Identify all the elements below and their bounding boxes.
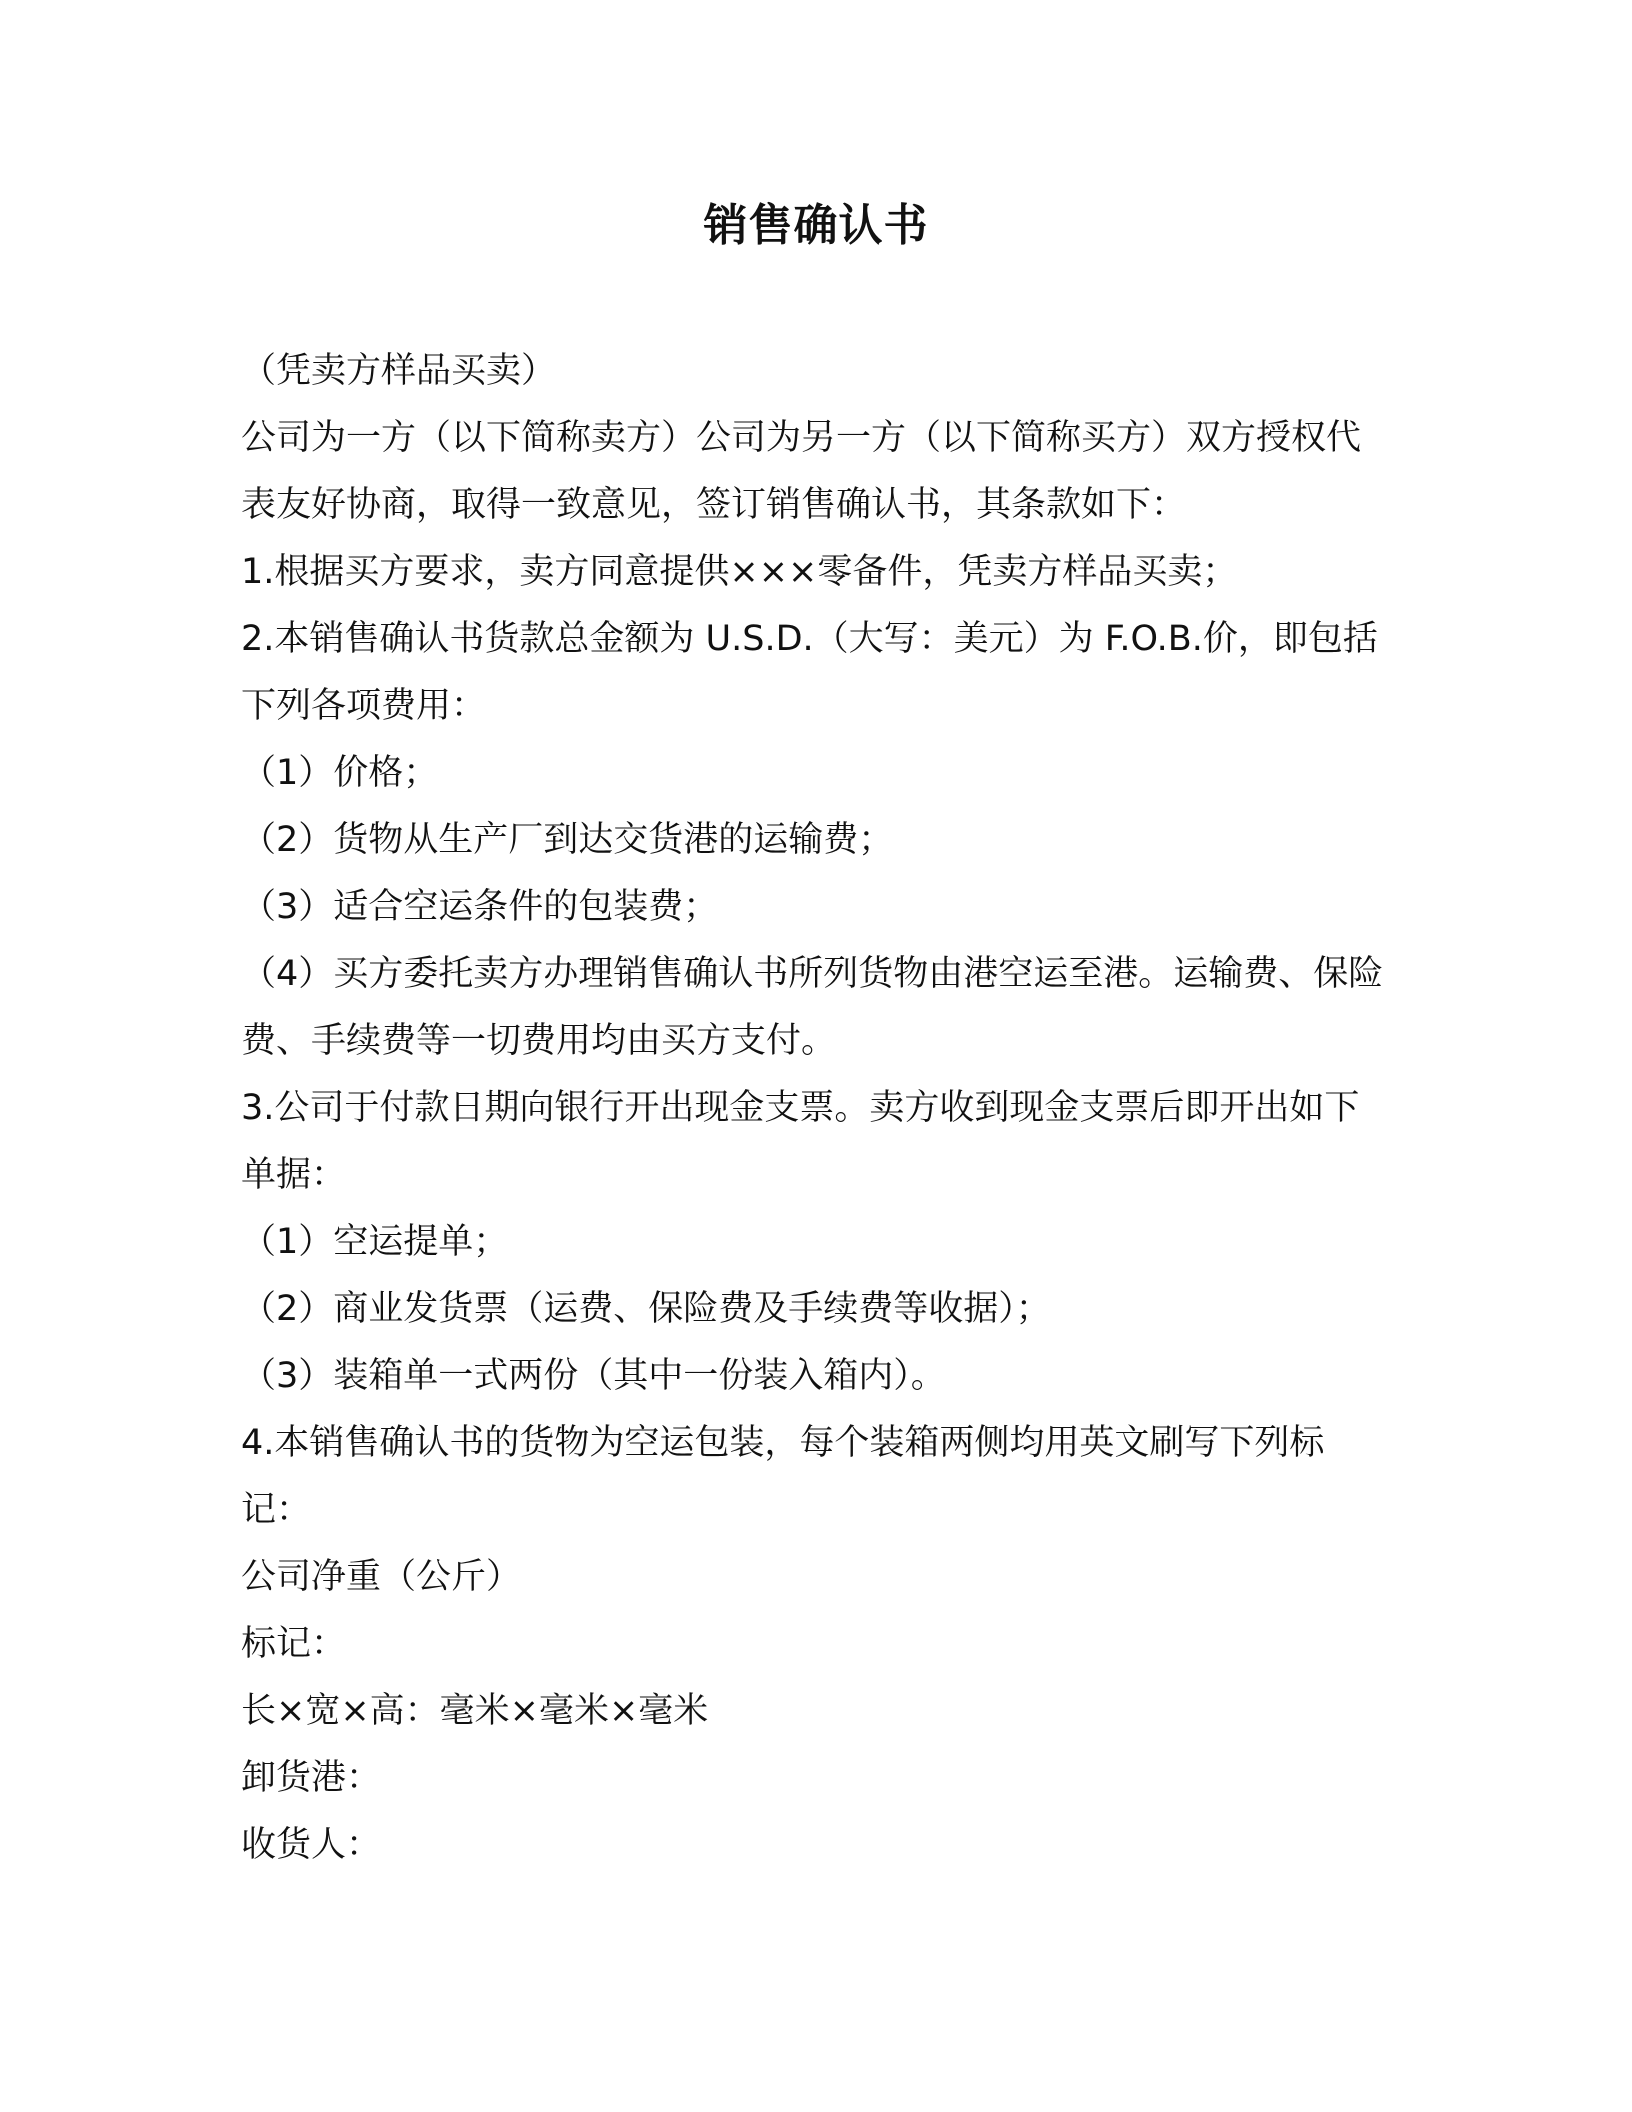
mark-net-weight: 公司净重（公斤） bbox=[241, 1557, 522, 1597]
paragraph-sample-note: （凭卖方样品买卖） bbox=[241, 351, 557, 391]
mark-label: 标记： bbox=[241, 1624, 347, 1664]
clause-3-item-2: （2）商业发货票（运费、保险费及手续费等收据）； bbox=[241, 1289, 1051, 1329]
clause-3-item-3: （3）装箱单一式两份（其中一份装入箱内）。 bbox=[241, 1356, 946, 1396]
clause-4: 4.本销售确认书的货物为空运包装，每个装箱两侧均用英文刷写下列标记： bbox=[241, 1423, 1325, 1530]
clause-3: 3.公司于付款日期向银行开出现金支票。卖方收到现金支票后即开出如下单据： bbox=[241, 1088, 1360, 1195]
mark-consignee: 收货人： bbox=[241, 1825, 382, 1865]
paragraph-intro: 公司为一方（以下简称卖方）公司为另一方（以下简称买方）双方授权代表友好协商，取得一致意见，签订销售确认书，其条款如下： bbox=[241, 418, 1362, 525]
clause-3-item-1: （1）空运提单； bbox=[241, 1222, 509, 1262]
mark-dimensions: 长×宽×高：毫米×毫米×毫米 bbox=[241, 1691, 709, 1731]
clause-2-item-4: （4）买方委托卖方办理销售确认书所列货物由港空运至港。运输费、保险费、手续费等一切费用均由买方支付。 bbox=[241, 954, 1384, 1061]
document-body bbox=[241, 338, 1391, 1879]
mark-discharge-port: 卸货港： bbox=[241, 1758, 382, 1798]
clause-2-item-3: （3）适合空运条件的包装费； bbox=[241, 887, 719, 927]
document-title: 销售确认书 bbox=[703, 200, 929, 251]
clause-2-item-2: （2）货物从生产厂到达交货港的运输费； bbox=[241, 820, 894, 860]
clause-1: 1.根据买方要求，卖方同意提供×××零备件，凭卖方样品买卖； bbox=[241, 552, 1238, 592]
clause-2: 2.本销售确认书货款总金额为 U.S.D.（大写：美元）为 F.O.B.价，即包括下列各项费用： bbox=[241, 619, 1378, 726]
clause-2-item-1: （1）价格； bbox=[241, 753, 439, 793]
